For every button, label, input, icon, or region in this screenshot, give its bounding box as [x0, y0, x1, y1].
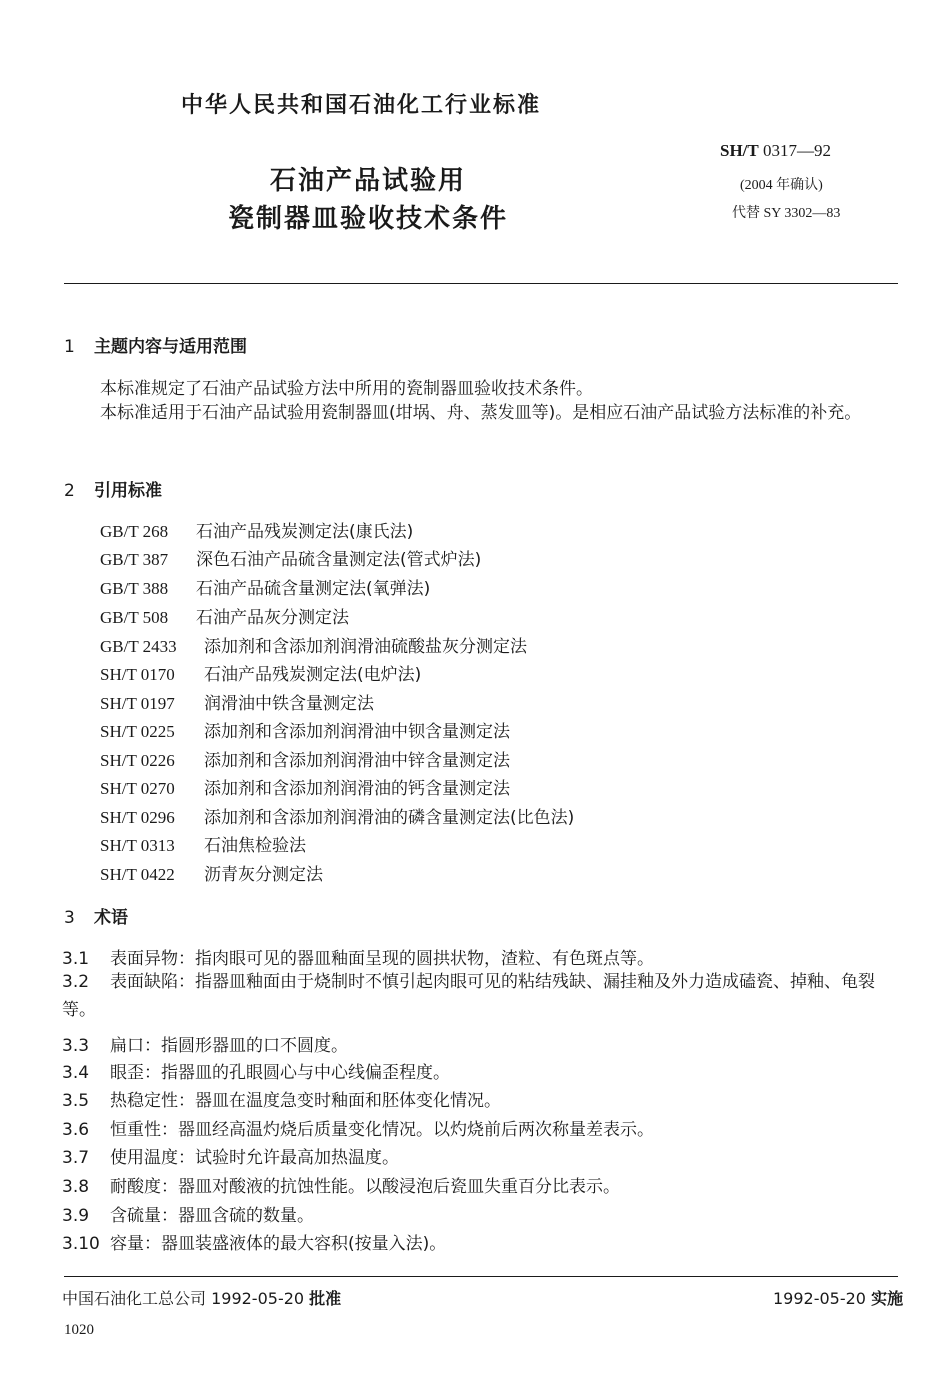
approval-word: 批准	[309, 1289, 342, 1308]
standard-code-number: 0317—92	[758, 141, 831, 160]
term-item	[62, 944, 654, 969]
approval-line	[62, 1286, 341, 1309]
reference-title: 石油产品灰分测定法	[196, 608, 349, 628]
footer-divider	[64, 1276, 898, 1277]
reference-item	[100, 545, 481, 570]
reference-code: SH/T 0313	[100, 836, 175, 855]
term-number: 3.2	[62, 972, 90, 992]
standard-code-prefix: SH/T	[720, 141, 759, 160]
document-title-line2: 瓷制器皿验收技术条件	[228, 204, 509, 234]
section-1-paragraph-1: 本标准规定了石油产品试验方法中所用的瓷制器皿验收技术条件。	[100, 379, 593, 399]
term-text: 表面异物：指肉眼可见的器皿釉面呈现的圆拱状物，渣粒、有色斑点等。	[110, 949, 654, 969]
document-title-line1: 石油产品试验用	[270, 166, 467, 196]
reference-item	[100, 689, 374, 714]
reference-title: 石油产品硫含量测定法(氧弹法)	[196, 579, 431, 599]
term-number: 3.10	[62, 1234, 100, 1254]
section-number: 2	[64, 481, 75, 501]
term-text: 扁口：指圆形器皿的口不圆度。	[110, 1036, 348, 1056]
reference-code: SH/T 0422	[100, 865, 175, 884]
reference-code: GB/T 387	[100, 550, 169, 569]
section-1-heading	[64, 332, 247, 357]
reference-item	[100, 660, 421, 685]
term-number: 3.8	[62, 1177, 90, 1197]
reference-item	[100, 603, 349, 628]
term-item	[62, 968, 900, 1024]
term-item	[62, 1058, 450, 1083]
reference-item	[100, 517, 413, 542]
reference-title: 石油产品残炭测定法(康氏法)	[196, 522, 414, 542]
section-number: 1	[64, 337, 75, 357]
reference-title: 添加剂和含添加剂润滑油中锌含量测定法	[204, 751, 510, 771]
term-item	[62, 1143, 399, 1168]
effective-date: 1992-05-20	[773, 1289, 872, 1308]
section-title: 引用标准	[94, 481, 162, 501]
reference-code: SH/T 0197	[100, 694, 175, 713]
reference-item	[100, 803, 574, 828]
reference-title: 沥青灰分测定法	[204, 865, 323, 885]
section-title: 术语	[94, 908, 128, 928]
approver-and-date: 中国石油化工总公司 1992-05-20	[62, 1289, 310, 1308]
reference-title: 石油产品残炭测定法(电炉法)	[204, 665, 422, 685]
term-number: 3.6	[62, 1120, 90, 1140]
page-number: 1020	[64, 1322, 94, 1338]
term-text: 使用温度：试验时允许最高加热温度。	[110, 1148, 399, 1168]
confirmation-note: (2004 年确认)	[740, 178, 823, 193]
reference-title: 添加剂和含添加剂润滑油硫酸盐灰分测定法	[204, 637, 527, 657]
term-text: 眼歪：指器皿的孔眼圆心与中心线偏歪程度。	[110, 1063, 450, 1083]
reference-code: SH/T 0270	[100, 779, 175, 798]
reference-title: 石油焦检验法	[204, 836, 306, 856]
term-number: 3.4	[62, 1063, 90, 1083]
term-text: 恒重性：器皿经高温灼烧后质量变化情况。以灼烧前后两次称量差表示。	[110, 1120, 654, 1140]
term-number: 3.7	[62, 1148, 90, 1168]
term-text: 表面缺陷：指器皿釉面由于烧制时不慎引起肉眼可见的粘结残缺、漏挂釉及外力造成磕瓷、掉釉、龟裂等。	[62, 972, 875, 1020]
term-number: 3.9	[62, 1206, 90, 1226]
term-text: 容量：器皿装盛液体的最大容积(按量入法)。	[110, 1234, 447, 1254]
reference-code: SH/T 0296	[100, 808, 175, 827]
issuing-authority: 中华人民共和国石油化工行业标准	[181, 93, 542, 118]
reference-item	[100, 774, 510, 799]
term-item	[62, 1086, 501, 1111]
reference-item	[100, 574, 430, 599]
reference-title: 深色石油产品硫含量测定法(管式炉法)	[196, 550, 482, 570]
reference-code: GB/T 2433	[100, 637, 177, 656]
term-text: 热稳定性：器皿在温度急变时釉面和胚体变化情况。	[110, 1091, 501, 1111]
reference-item	[100, 717, 510, 742]
term-item	[62, 1115, 654, 1140]
reference-title: 添加剂和含添加剂润滑油的钙含量测定法	[204, 779, 510, 799]
term-item	[62, 1229, 446, 1254]
term-text: 耐酸度：器皿对酸液的抗蚀性能。以酸浸泡后瓷皿失重百分比表示。	[110, 1177, 620, 1197]
reference-code: SH/T 0226	[100, 751, 175, 770]
header-divider	[64, 283, 898, 284]
term-item	[62, 1201, 314, 1226]
reference-item	[100, 746, 510, 771]
reference-title: 添加剂和含添加剂润滑油中钡含量测定法	[204, 722, 510, 742]
term-text: 含硫量：器皿含硫的数量。	[110, 1206, 314, 1226]
section-1-paragraph-2: 本标准适用于石油产品试验用瓷制器皿(坩埚、舟、蒸发皿等)。是相应石油产品试验方法标准的补充。	[100, 403, 862, 423]
section-number: 3	[64, 908, 75, 928]
term-item	[62, 1031, 348, 1056]
reference-title: 润滑油中铁含量测定法	[204, 694, 374, 714]
replaces-note: 代替 SY 3302—83	[732, 206, 841, 221]
section-2-heading	[64, 476, 162, 501]
reference-item	[100, 860, 323, 885]
section-title: 主题内容与适用范围	[94, 337, 247, 357]
reference-code: GB/T 268	[100, 522, 169, 541]
term-number: 3.5	[62, 1091, 90, 1111]
reference-code: SH/T 0170	[100, 665, 175, 684]
effective-line	[773, 1286, 903, 1309]
term-number: 3.3	[62, 1036, 90, 1056]
reference-code: GB/T 388	[100, 579, 169, 598]
reference-item	[100, 831, 306, 856]
standard-code	[720, 141, 831, 161]
term-number: 3.1	[62, 949, 90, 969]
reference-code: SH/T 0225	[100, 722, 175, 741]
reference-item	[100, 632, 527, 657]
term-item	[62, 1172, 620, 1197]
effective-word: 实施	[871, 1289, 904, 1308]
reference-code: GB/T 508	[100, 608, 169, 627]
section-3-heading	[64, 903, 128, 928]
reference-title: 添加剂和含添加剂润滑油的磷含量测定法(比色法)	[204, 808, 575, 828]
